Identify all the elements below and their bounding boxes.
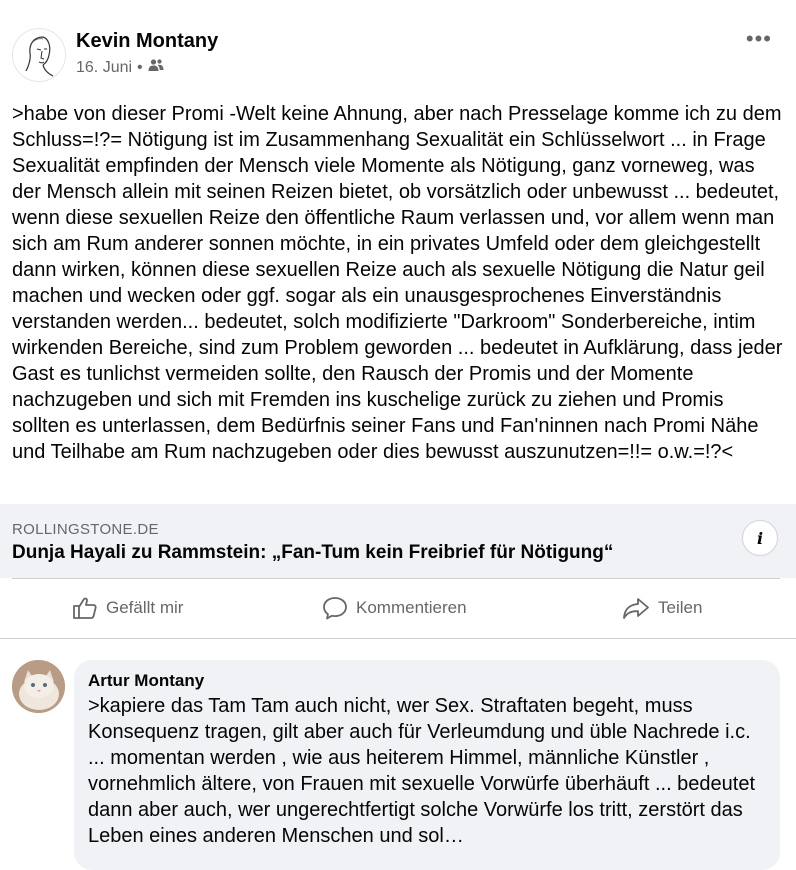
like-label: Gefällt mir [106,598,184,617]
comment-icon [322,596,348,620]
post-actions [0,580,796,638]
post-header [0,0,796,96]
commenter-avatar[interactable] [12,660,65,713]
link-title[interactable]: Dunja Hayali zu Rammstein: „Fan-Tum kein Freibrief für Nötigung“ [12,542,614,563]
author-name[interactable]: Kevin Montany [76,30,219,52]
more-options-button[interactable]: ••• [745,26,772,51]
post-meta [76,58,164,77]
like-button[interactable] [72,596,183,620]
share-icon [622,596,650,620]
author-avatar[interactable] [12,28,66,82]
cat-photo-icon [12,660,65,713]
post-text: >habe von dieser Promi -Welt keine Ahnung, aber nach Presselage komme ich zu dem Schluss=!?= Nötigung ist im Zusammenhang Sexualität ein Schlüsselwort ... in Frage Sexualität empfinden der Mensch viele Momente als Nötigung, ganz vorneweg, was der Mensch allein mit seinen Reizen bietet, ob vorsätzlich oder unbewusst ... bedeutet, wenn diese sexuellen Reize den öffentliche Raum verlassen und, vor allem wenn man sich am Rum anderer sonnen möchte, in ein privates Umfeld oder dem gleichgestellt dann wirken, können diese sexuellen Reize auch als sexuelle Nötigung die Natur geil machen und wecken oder ggf. sogar als ein unausgesprochenes Einverständnis verstanden werden... bedeutet, solch modifizierte "Darkroom" Sonderbereiche, intim wirkenden Bereiche, sind zum Problem geworden ... bedeutet in Aufklärung, dass jeder Gast es tunlichst vermeiden sollte, den Rausch der Promis und der Momente nachzugeben und sich mit Fremden ins kuschelige zurück zu ziehen und Promis sollten es unterlassen, dem Bedürfnis seiner Fans und Fan'ninnen nach Promi Nähe und Teilhabe am Rum nachzugeben oder dies bewusst auszunutzen=!!= o.w.=!?< [12,103,783,463]
friends-icon[interactable] [148,58,164,77]
meta-separator: • [137,58,143,76]
info-button[interactable]: i [742,520,778,556]
sketch-portrait-icon [13,29,65,81]
comment-label: Kommentieren [356,598,467,617]
link-domain: ROLLINGSTONE.DE [12,521,159,538]
post-date[interactable]: 16. Juni [76,58,133,76]
share-label: Teilen [658,598,703,617]
comment-author[interactable]: Artur Montany [88,671,205,690]
comment-button[interactable] [322,596,467,620]
link-preview[interactable] [0,504,796,578]
comment-bubble [74,660,780,870]
share-button[interactable] [622,596,702,620]
comments-divider [0,638,796,639]
actions-divider [12,578,780,579]
thumbs-up-icon [72,596,98,620]
comment-text: >kapiere das Tam Tam auch nicht, wer Sex. Straftaten begeht, muss Konsequenz tragen, gilt aber auch für Verleumdung und üble Nachrede i.c. ... momentan werden , wie aus heiterem Himmel, männliche Künstler , vornehmlich ältere, von Frauen mit sexuelle Vorwürfe überhäuft ... bedeutet dann aber auch, wer ungerechtfertigt solche Vorwürfe los tritt, zerstört das Leben eines anderen Menschen und sol… [88,695,756,847]
